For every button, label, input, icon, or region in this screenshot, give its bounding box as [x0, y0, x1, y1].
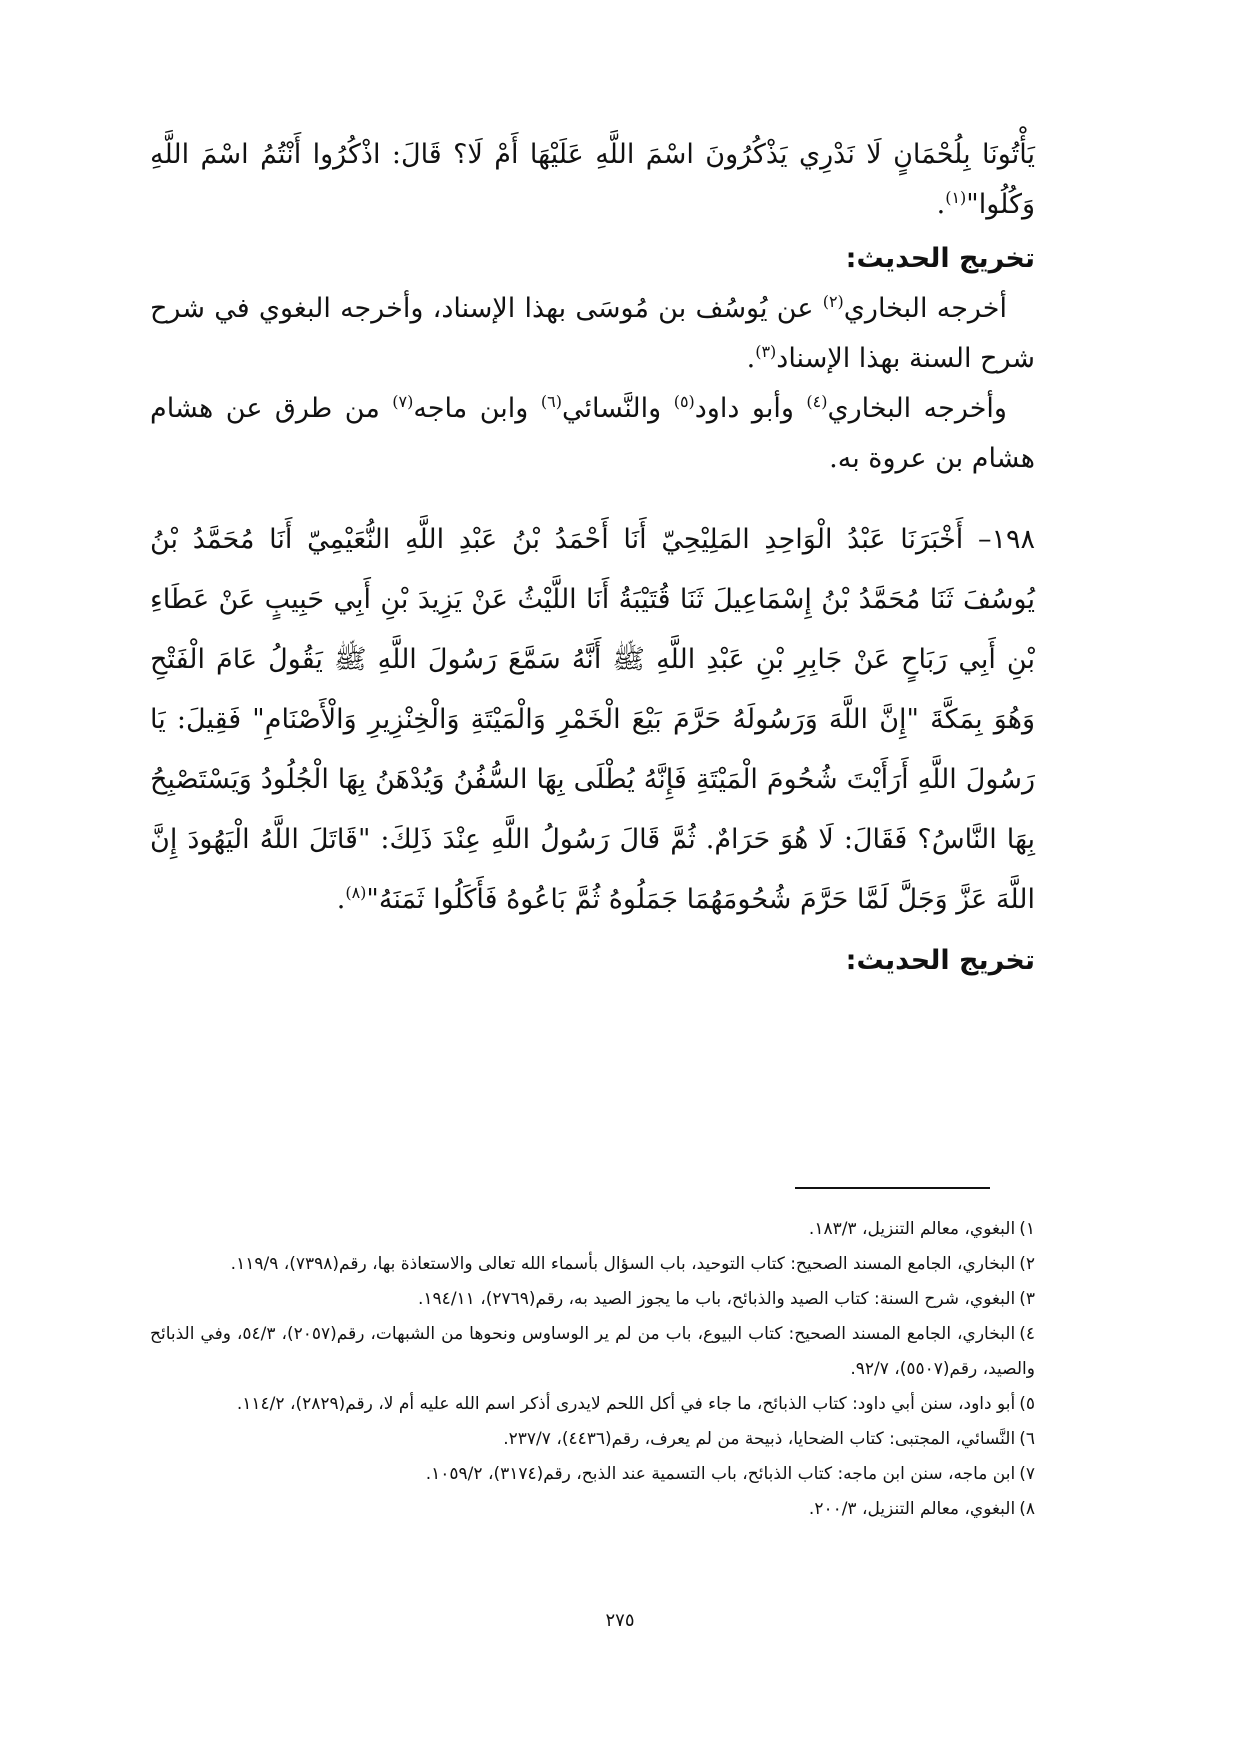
takhrij-text: أخرجه البخاري	[843, 293, 1007, 324]
footnote	[150, 1457, 1035, 1492]
footnote-text: أبو داود، سنن أبي داود: كتاب الذبائح، ما جاء في أكل اللحم لايدرى أذكر اسم الله عليه أم لا، رقم(٢٨٢٩)، ١١٤/٢.	[236, 1394, 1016, 1414]
footnote-number: ٦)	[1019, 1429, 1035, 1449]
hadith-continuation-paragraph	[150, 130, 1035, 230]
takhrij-text: والنَّسائي	[561, 393, 674, 424]
footnote-ref-8: (٨)	[345, 883, 367, 902]
footnote	[150, 1492, 1035, 1527]
section-heading-takhrij: تخريج الحديث:	[845, 243, 1035, 274]
footnote-ref-5: (٥)	[673, 392, 695, 411]
takhrij-text: من طرق عن هشام هشام بن عروة به.	[150, 393, 1035, 474]
footnote	[150, 1317, 1035, 1387]
footnote-text: ابن ماجه، سنن ابن ماجه: كتاب الذبائح، باب التسمية عند الذبح، رقم(٣١٧٤)، ١٠٥٩/٢.	[425, 1464, 1016, 1484]
footnote-number: ١)	[1019, 1219, 1035, 1239]
section-heading-takhrij: تخريج الحديث:	[845, 945, 1035, 976]
footnote	[150, 1422, 1035, 1457]
takhrij-paragraph-2	[150, 384, 1035, 484]
punctuation: .	[746, 343, 756, 374]
footnote-number: ٣)	[1019, 1289, 1035, 1309]
takhrij-text: وأبو داود	[694, 393, 807, 424]
punctuation: .	[336, 884, 346, 915]
footnote	[150, 1282, 1035, 1317]
footnote-text: البخاري، الجامع المسند الصحيح: كتاب التوحيد، باب السؤال بأسماء الله تعالى والاستعاذة بها، رقم(٧٣٩٨)، ١١٩/٩.	[230, 1254, 1016, 1274]
hadith-continuation-text: يَأْتُونَا بِلُحْمَانٍ لَا نَدْرِي يَذْكُرُونَ اسْمَ اللَّهِ عَلَيْهَا أَمْ لَا؟ قَالَ: اذْكُرُوا أَنْتُمُ اسْمَ اللَّهِ وَكُلُوا"	[150, 139, 1035, 220]
footnote-number: ٧)	[1019, 1464, 1035, 1484]
takhrij-text: عن يُوسُف بن مُوسَى بهذا الإسناد، وأخرجه البغوي في شرح شرح السنة بهذا الإسناد	[150, 293, 1035, 374]
page-number: ٢٧٥	[605, 1610, 635, 1631]
punctuation: .	[936, 189, 946, 220]
footnote-ref-1: (١)	[945, 188, 967, 207]
footnote-number: ٨)	[1019, 1499, 1035, 1519]
footnote	[150, 1387, 1035, 1422]
footnote-separator	[795, 1187, 990, 1189]
footnote	[150, 1247, 1035, 1282]
footnote-text: البخاري، الجامع المسند الصحيح: كتاب البيوع، باب من لم ير الوساوس ونحوها من الشبهات، رقم(٢٠٥٧)، ٥٤/٣، وفي الذبائح والصيد، رقم(٥٥٠٧)، ٩٢/٧.	[150, 1324, 1035, 1379]
footnote-number: ٢)	[1019, 1254, 1035, 1274]
footnote-text: البغوي، معالم التنزيل، ٢٠٠/٣.	[808, 1499, 1016, 1519]
footnote	[150, 1212, 1035, 1247]
footnotes	[150, 1212, 1035, 1527]
takhrij-paragraph-1	[150, 284, 1035, 384]
footnote-ref-6: (٦)	[540, 392, 562, 411]
hadith-198-paragraph	[150, 510, 1035, 930]
hadith-text: ١٩٨– أَخْبَرَنَا عَبْدُ الْوَاحِدِ المَلِيْحِيّ أَنَا أَحْمَدُ بْنُ عَبْدِ اللَّهِ النُّعَيْمِيّ أَنَا مُحَمَّدُ بْنُ يُوسُفَ ثَنَا مُحَمَّدُ بْنُ إِسْمَاعِيلَ ثَنَا قُتَيْبَةُ أَنَا اللَّيْثُ عَنْ يَزِيدَ بْنِ أَبِي حَبِيبٍ عَنْ عَطَاءِ بْنِ أَبِي رَبَاحٍ عَنْ جَابِرِ بْنِ عَبْدِ اللَّهِ ﷺ أَنَّهُ سَمَّعَ رَسُولَ اللَّهِ ﷺ يَقُولُ عَامَ الْفَتْحِ وَهُوَ بِمَكَّةَ "إِنَّ اللَّهَ وَرَسُولَهُ حَرَّمَ بَيْعَ الْخَمْرِ وَالْمَيْتَةِ وَالْخِنْزِيرِ وَالْأَصْنَامِ" فَقِيلَ: يَا رَسُولَ اللَّهِ أَرَأَيْتَ شُحُومَ الْمَيْتَةِ فَإِنَّهُ يُطْلَى بِهَا السُّفُنُ وَيُدْهَنُ بِهَا الْجُلُودُ وَيَسْتَصْبِحُ بِهَا النَّاسُ؟ فَقَالَ: لَا هُوَ حَرَامٌ. ثُمَّ قَالَ رَسُولُ اللَّهِ عِنْدَ ذَلِكَ: "قَاتَلَ اللَّهُ الْيَهُودَ إِنَّ اللَّهَ عَزَّ وَجَلَّ لَمَّا حَرَّمَ شُحُومَهُمَا جَمَلُوهُ ثُمَّ بَاعُوهُ فَأَكَلُوا ثَمَنَهُ"	[150, 524, 1035, 915]
footnote-ref-7: (٧)	[392, 392, 414, 411]
footnote-text: البغوي، شرح السنة: كتاب الصيد والذبائح، باب ما يجوز الصيد به، رقم(٢٧٦٩)، ١٩٤/١١.	[418, 1289, 1016, 1309]
footnote-text: النَّسائي، المجتبى: كتاب الضحايا، ذبيحة من لم يعرف، رقم(٤٤٣٦)، ٢٣٧/٧.	[503, 1429, 1016, 1449]
footnote-ref-3: (٣)	[755, 342, 777, 361]
footnote-ref-2: (٢)	[822, 292, 844, 311]
footnote-number: ٤)	[1019, 1324, 1035, 1344]
footnote-ref-4: (٤)	[806, 392, 828, 411]
main-text	[150, 130, 1035, 986]
footnote-text: البغوي، معالم التنزيل، ١٨٣/٣.	[808, 1219, 1016, 1239]
spacer	[150, 484, 1035, 510]
takhrij-text: وابن ماجه	[413, 393, 541, 424]
takhrij-text: وأخرجه البخاري	[827, 393, 1007, 424]
footnote-number: ٥)	[1019, 1394, 1035, 1414]
